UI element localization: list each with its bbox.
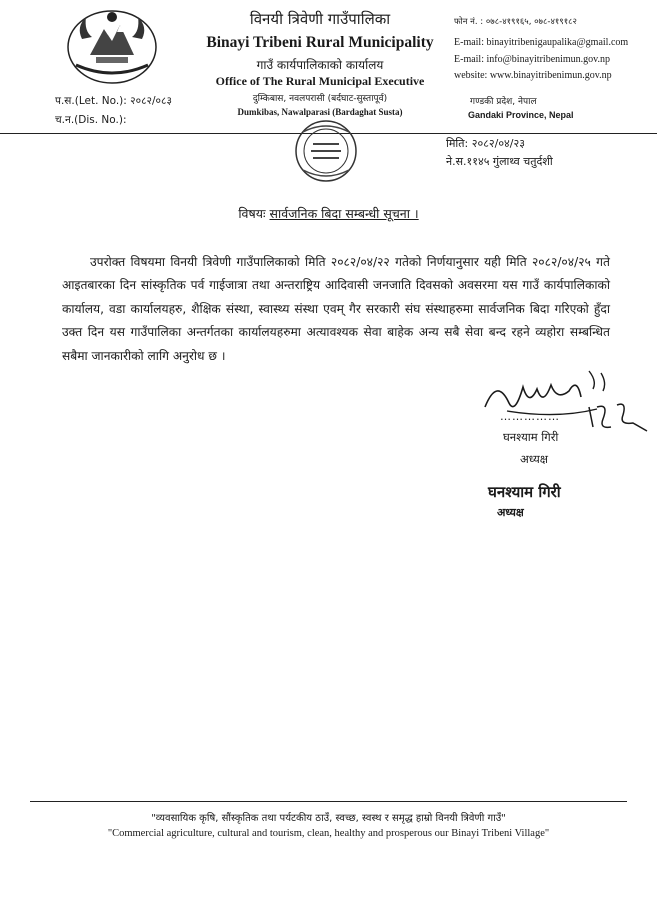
stamp-signatory-name: घनश्याम गिरी: [488, 483, 561, 501]
address-english: Dumkibas, Nawalparasi (Bardaghat Susta): [237, 107, 403, 117]
municipal-stamp-icon: [283, 118, 369, 184]
stamp-signatory-title: अध्यक्ष: [497, 506, 524, 519]
footer-divider: [30, 801, 627, 802]
office-name-english: Office of The Rural Municipal Executive: [215, 74, 425, 88]
nepal-emblem-icon: [62, 5, 162, 87]
signatory-name: घनश्याम गिरी: [503, 430, 559, 444]
municipality-name-english: Binayi Tribeni Rural Municipality: [206, 34, 434, 51]
footer-motto-nepali: "व्यवसायिक कृषि, सौंस्कृतिक तथा पर्यटकीय ठाउँ, स्वच्छ, स्वस्थ र समृद्ध हाम्रो विनयी त्रिवेणी गाउँ": [151, 813, 506, 824]
subject-text: सार्वजनिक बिदा सम्बन्धी सूचना ।: [269, 206, 419, 221]
dispatch-number: च.न.(Dis. No.):: [55, 114, 127, 126]
signatory-title: अध्यक्ष: [520, 452, 549, 466]
email-primary: E-mail: binayitribenigaupalika@gmail.com: [454, 37, 629, 48]
website: website: www.binayitribenimun.gov.np: [454, 70, 612, 81]
nepal-sambat-date: ने.स.११४५ गुंलाथ्व चतुर्दशी: [446, 155, 553, 168]
subject-label: विषयः: [238, 206, 266, 221]
municipality-name-nepali: विनयी त्रिवेणी गाउँपालिका: [249, 10, 391, 28]
email-secondary: E-mail: info@binayitribenimun.gov.np: [454, 54, 611, 65]
letter-number: प.स.(Let. No.): २०८२/०८३: [55, 95, 172, 107]
letter-date: मिति: २०८२/०४/२३: [446, 137, 525, 150]
signature-dots: ……………: [500, 410, 560, 423]
footer-motto-english: "Commercial agriculture, cultural and tourism, clean, healthy and prosperous our Binayi Tribeni Village": [107, 828, 550, 839]
phone-number: फोन नं. : ०७८-४१९१६५, ०७८-४१९१८२: [454, 17, 577, 27]
province-nepali: गण्डकी प्रदेश, नेपाल: [470, 97, 537, 107]
notice-body: उपरोक्त विषयमा विनयी त्रिवेणी गाउँपालिकाको मिति २०८२/०४/२२ गतेको निर्णयानुसार यही मिति २०८२/०४/२५ गते आइतबारका दिन सांस्कृतिक पर्व गाईजात्रा तथा अन्तराष्ट्रिय आदिवासी जनजाति दिवसको अवसरमा यस गाउँ कार्यपालिकाको कार्यालय, वडा कार्यालयहरु, शैक्षिक संस्था, स्वास्थ्य संस्था एवम् गैर सरकारी संघ संस्थाहरुमा सार्वजनिक बिदा गरिएको हुँदा उक्त दिन यस गाउँपालिका अन्तर्गतका कार्यालयहरुमा अत्यावश्यक सेवा बाहेक अन्य सबै सेवा बन्द रहने व्यहोरा सम्बन्धित सबैमा जानकारीको लागि अनुरोध छ ।: [62, 255, 610, 363]
office-name-nepali: गाउँ कार्यपालिकाको कार्यालय: [256, 58, 384, 72]
address-nepali: दुम्किबास, नवलपरासी (बर्दघाट-सुस्तापूर्व): [252, 94, 388, 104]
province-english: Gandaki Province, Nepal: [468, 110, 574, 120]
subject-line: [0, 205, 657, 222]
